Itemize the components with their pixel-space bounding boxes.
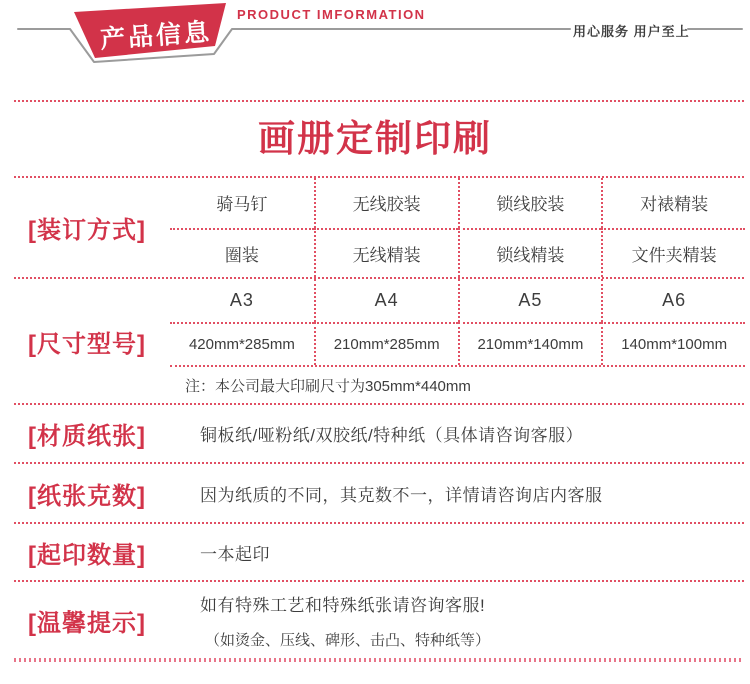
page-header	[0, 0, 750, 100]
spec-label-material: [材质纸张]	[28, 423, 146, 450]
spec-label-binding: [装订方式]	[28, 217, 146, 244]
tips-line-1: 如有特殊工艺和特殊纸张请咨询客服!	[200, 595, 486, 615]
binding-option: 骑马钉	[216, 195, 268, 215]
spec-row-material	[0, 405, 750, 462]
binding-options-grid	[170, 178, 745, 277]
size-model: A3	[229, 290, 254, 310]
size-dimension: 210mm*285mm	[314, 322, 458, 365]
binding-option: 圈装	[170, 228, 314, 278]
bottom-dashed-divider	[14, 658, 744, 662]
size-table	[170, 279, 745, 403]
binding-option: 无线精装	[314, 228, 458, 278]
binding-option: 锁线胶装	[458, 178, 602, 228]
size-grid	[170, 279, 745, 367]
binding-option: 对裱精装	[601, 178, 745, 228]
material-text: 铜板纸/哑粉纸/双胶纸/特种纸（具体请咨询客服）	[200, 426, 584, 445]
spec-label-quantity: [起印数量]	[28, 541, 146, 569]
size-model: A6	[601, 279, 745, 322]
product-info-badge: 产品信息	[99, 18, 213, 54]
product-info-subtitle-en: PRODUCT IMFORMATION	[237, 7, 426, 22]
size-model: A5	[458, 279, 602, 322]
binding-option: 无线胶装	[314, 178, 458, 228]
spec-row-tips	[0, 582, 750, 658]
binding-option: 文件夹精装	[601, 228, 745, 278]
size-dimension: 420mm*285mm	[170, 322, 314, 365]
page-title: 画册定制印刷	[258, 118, 492, 159]
binding-option: 锁线精装	[458, 228, 602, 278]
tips-line-2: （如烫金、压线、碑形、击凸、特种纸等）	[205, 631, 491, 649]
spec-label-tips: [温馨提示]	[28, 609, 146, 637]
spec-row-binding	[0, 178, 750, 277]
quantity-text: 一本起印	[200, 544, 270, 564]
service-slogan: 用心服务 用户至上	[573, 24, 690, 39]
size-model: A4	[314, 279, 458, 322]
spec-row-weight	[0, 464, 750, 522]
size-dimension: 210mm*140mm	[458, 322, 602, 365]
spec-label-size: [尺寸型号]	[28, 330, 146, 358]
tips-content	[200, 582, 490, 658]
spec-row-quantity	[0, 524, 750, 580]
spec-row-size	[0, 279, 750, 403]
spec-label-weight: [纸张克数]	[28, 482, 146, 510]
weight-text: 因为纸质的不同，其克数不一，详情请咨询店内客服	[200, 485, 603, 505]
size-note: 注：本公司最大印刷尺寸为305mm*440mm	[185, 377, 471, 395]
size-dimension: 140mm*100mm	[601, 322, 745, 365]
